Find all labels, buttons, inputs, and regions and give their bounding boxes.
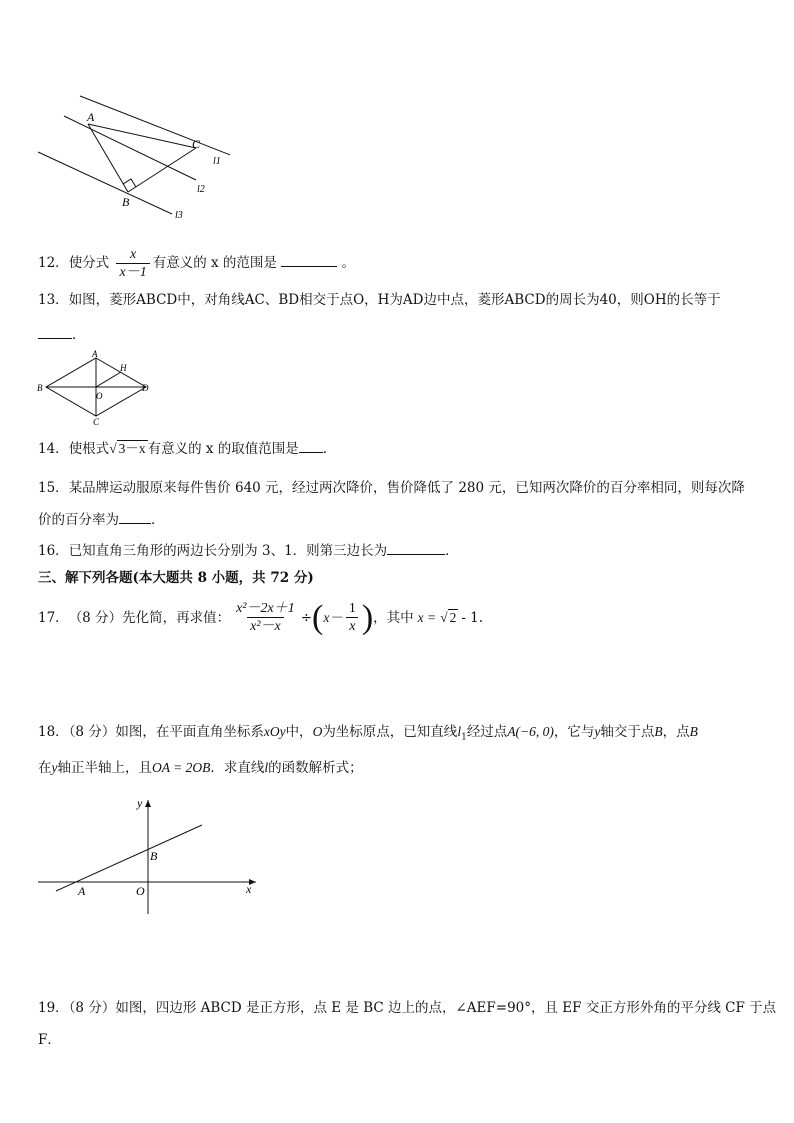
equation: OA = 2OB bbox=[152, 760, 211, 775]
math-symbol: y bbox=[51, 760, 58, 775]
answer-blank[interactable] bbox=[38, 324, 72, 339]
label-a: A bbox=[92, 350, 98, 359]
question-text: ．求直线 bbox=[210, 760, 265, 776]
fraction-inner bbox=[346, 600, 359, 635]
label-l2: l2 bbox=[197, 184, 205, 195]
question-number: 16． bbox=[38, 543, 69, 559]
question-19-line2 bbox=[38, 1030, 61, 1050]
punctuation: ． bbox=[72, 327, 86, 343]
fraction-numerator: 1 bbox=[348, 601, 356, 616]
question-19 bbox=[38, 998, 776, 1018]
question-text: 轴正半轴上，且 bbox=[57, 760, 152, 776]
label-x: x bbox=[246, 882, 252, 896]
radicand: 2 bbox=[449, 609, 457, 625]
answer-blank[interactable] bbox=[119, 509, 151, 524]
math-symbol: xOy bbox=[263, 724, 286, 739]
label-a: A bbox=[78, 884, 86, 898]
fraction-numerator: x bbox=[129, 247, 137, 262]
math-symbol: O bbox=[312, 724, 323, 739]
question-16 bbox=[38, 540, 459, 561]
question-14 bbox=[38, 438, 336, 459]
label-l1: l1 bbox=[213, 156, 221, 167]
question-number: 19． bbox=[38, 1000, 69, 1016]
fraction-denominator: x²－x bbox=[247, 617, 284, 635]
divide-sign: ÷ bbox=[300, 609, 313, 626]
math-symbol: B bbox=[654, 724, 663, 739]
fraction bbox=[116, 246, 149, 281]
question-text: 使根式 bbox=[68, 441, 110, 457]
punctuation: 。 bbox=[341, 255, 355, 271]
square-root: √ 3－x bbox=[109, 441, 146, 456]
answer-blank[interactable] bbox=[299, 438, 323, 453]
segment-bc bbox=[128, 148, 196, 192]
subscript: 1 bbox=[461, 732, 467, 743]
coordinate-figure bbox=[34, 794, 264, 918]
label-b: B bbox=[150, 849, 158, 863]
question-text: ，它与 bbox=[553, 724, 595, 740]
rhombus-figure bbox=[34, 350, 154, 426]
question-text: ，其中 bbox=[373, 609, 414, 626]
fraction-numerator: x²－2x＋1 bbox=[236, 601, 295, 616]
question-text: 有意义的 x 的范围是 bbox=[152, 255, 277, 271]
question-text: 使分式 bbox=[68, 255, 110, 271]
equation: x = bbox=[417, 609, 437, 625]
math-symbol: y bbox=[594, 724, 601, 739]
question-13-line2 bbox=[38, 324, 86, 345]
answer-blank[interactable] bbox=[387, 540, 445, 555]
label-y: y bbox=[137, 796, 143, 810]
punctuation: ． bbox=[322, 441, 337, 457]
line-l bbox=[56, 825, 202, 891]
question-text: 有意义的 x 的取值范围是 bbox=[147, 441, 299, 457]
question-number: 13． bbox=[38, 292, 69, 308]
question-text: 某品牌运动服原来每件售价 640 元，经过两次降价，售价降低了 280 元，已知两次降价的百分率相同，则每次降 bbox=[68, 480, 745, 496]
question-18-line2 bbox=[38, 758, 363, 778]
question-number: 12． bbox=[38, 255, 69, 271]
fraction-main bbox=[233, 600, 298, 635]
question-number: 14． bbox=[38, 441, 69, 457]
right-angle-mark bbox=[123, 179, 136, 187]
question-text: （8 分）如图，四边形 ABCD 是正方形，点 E 是 BC 边上的点，∠AEF=90°，且 EF 交正方形外角的平分线 CF 于点 bbox=[68, 1000, 777, 1016]
parallel-lines-figure bbox=[30, 88, 230, 228]
section-heading: 三、解下列各题(本大题共 8 小题，共 72 分) bbox=[38, 570, 314, 586]
question-text: 价的百分率为 bbox=[38, 512, 119, 528]
question-13 bbox=[38, 290, 721, 310]
fraction-denominator: x bbox=[346, 617, 358, 635]
line-l3 bbox=[38, 152, 172, 214]
line-l2 bbox=[64, 116, 196, 180]
left-paren: ( bbox=[312, 598, 324, 636]
label-o: O bbox=[96, 391, 103, 401]
question-17 bbox=[38, 600, 483, 635]
question-text: 在 bbox=[38, 760, 52, 776]
label-d: D bbox=[142, 383, 149, 393]
segment-ab bbox=[88, 124, 128, 192]
segment-oh bbox=[96, 372, 121, 387]
question-number: 17． bbox=[38, 609, 69, 626]
question-number: 18． bbox=[38, 724, 69, 740]
question-text: （8 分）先化简，再求值： bbox=[68, 609, 231, 626]
question-15-line2 bbox=[38, 509, 165, 530]
question-text: 已知直角三角形的两边长分别为 3、1．则第三边长为 bbox=[68, 543, 388, 559]
question-text: ，点 bbox=[662, 724, 690, 740]
math-symbol: B bbox=[689, 724, 698, 739]
label-c: C bbox=[93, 417, 100, 426]
question-text: 为坐标原点，已知直线 bbox=[322, 724, 458, 740]
question-text: F． bbox=[38, 1032, 61, 1048]
radicand: 3－x bbox=[118, 441, 146, 456]
punctuation: ． bbox=[445, 543, 459, 559]
expression-term: x－ bbox=[323, 609, 343, 625]
question-text: 轴交于点 bbox=[600, 724, 655, 740]
label-l3: l3 bbox=[175, 210, 183, 221]
punctuation: ． bbox=[151, 512, 165, 528]
question-text: 的函数解析式； bbox=[268, 760, 363, 776]
label-h: H bbox=[120, 363, 127, 373]
answer-blank[interactable] bbox=[281, 252, 337, 267]
fraction-denominator: x－1 bbox=[116, 263, 149, 281]
question-text: 中， bbox=[285, 724, 313, 740]
square-root: √ 2 bbox=[440, 609, 457, 625]
right-paren: ) bbox=[361, 598, 374, 636]
label-c: C bbox=[192, 137, 201, 151]
question-15 bbox=[38, 478, 745, 498]
math-symbol: l bbox=[457, 724, 462, 739]
label-b: B bbox=[37, 383, 43, 393]
question-12 bbox=[38, 246, 355, 281]
question-18 bbox=[38, 722, 698, 748]
math-symbol: l bbox=[264, 760, 269, 775]
label-b: B bbox=[122, 195, 130, 209]
question-text: 经过点 bbox=[466, 724, 508, 740]
label-o: O bbox=[136, 884, 145, 898]
question-text: 如图，菱形ABCD中，对角线AC、BD相交于点O，H为AD边中点，菱形ABCD的周长为40，则OH的长等于 bbox=[68, 292, 721, 308]
question-text: （8 分）如图，在平面直角坐标系 bbox=[68, 724, 264, 740]
label-a: A bbox=[87, 110, 95, 124]
expression-term: - 1. bbox=[461, 609, 484, 626]
math-symbol: A(−6, 0) bbox=[507, 724, 554, 739]
question-number: 15． bbox=[38, 480, 69, 496]
